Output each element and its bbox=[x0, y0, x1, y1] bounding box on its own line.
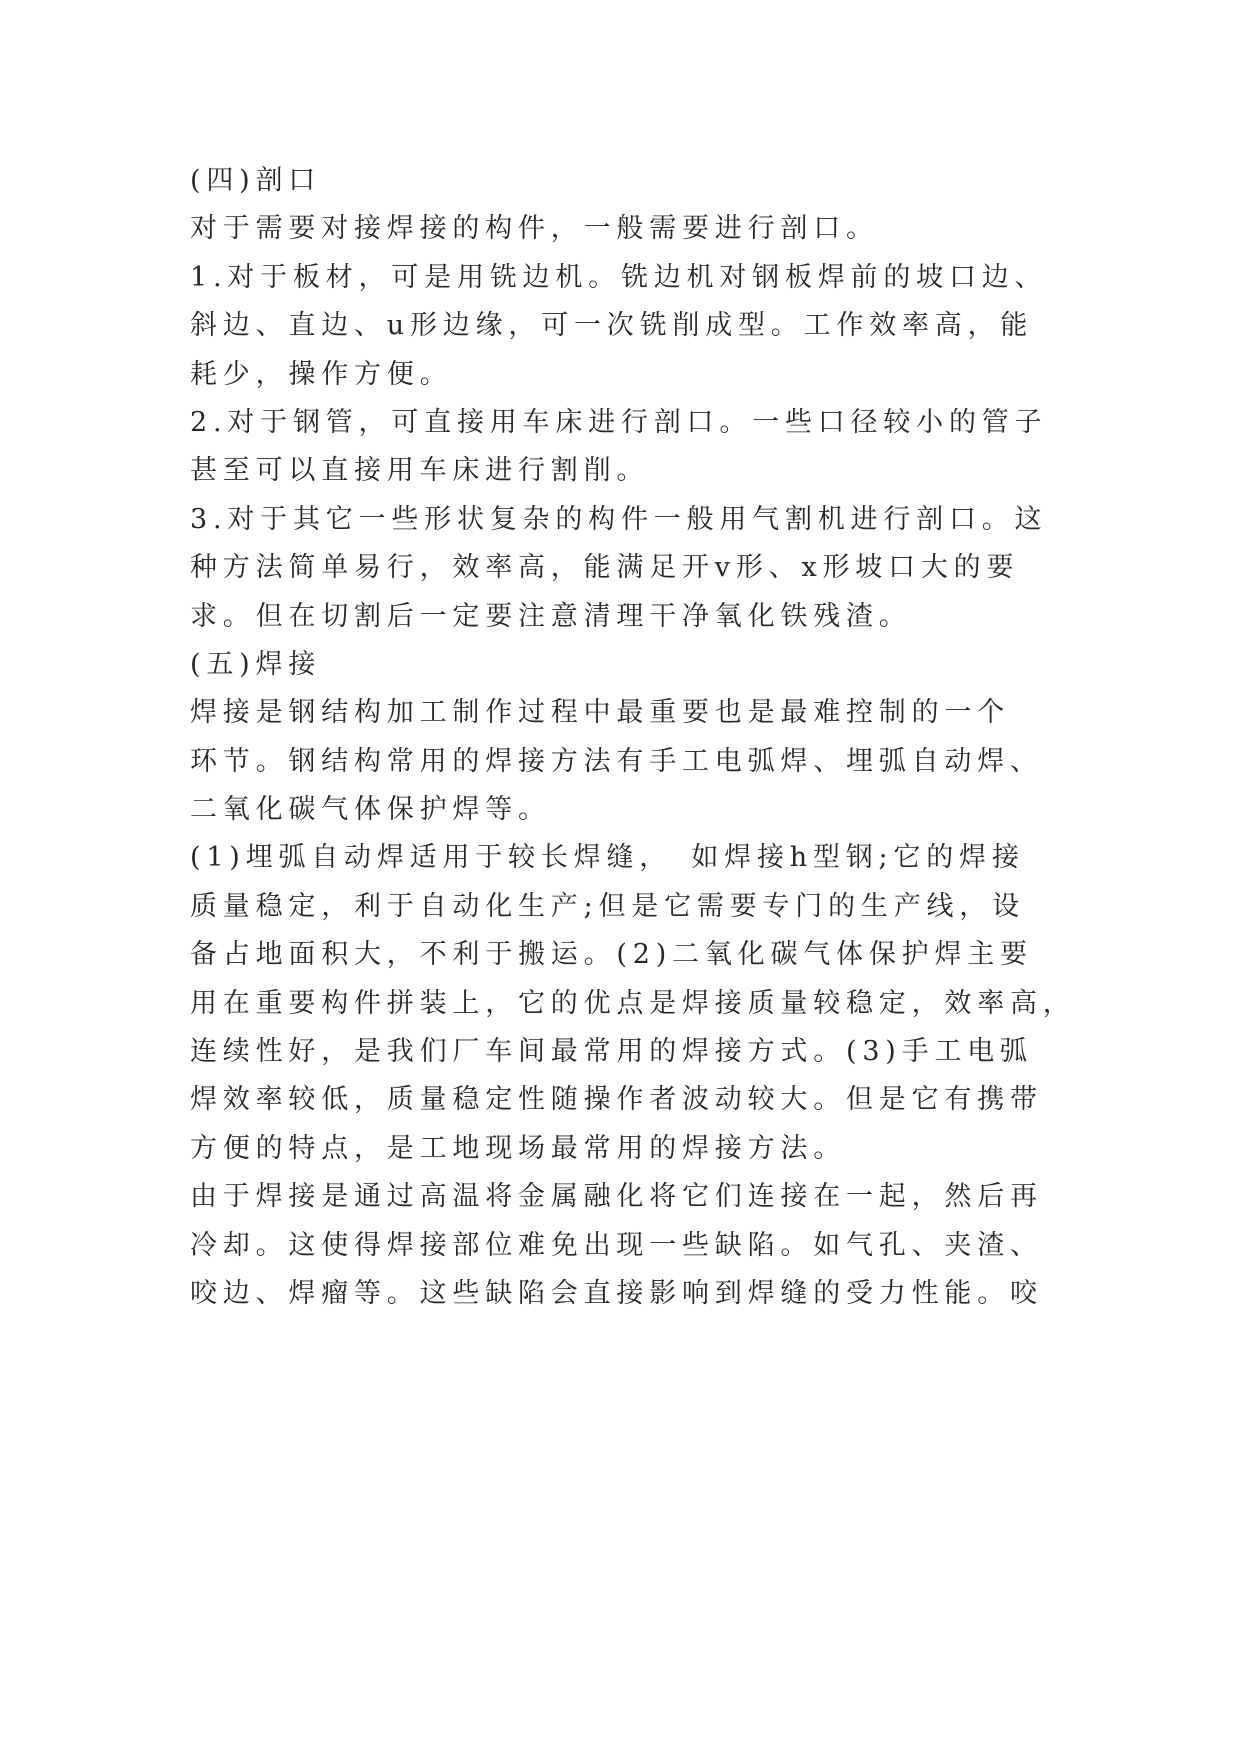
text-line: 焊效率较低，质量稳定性随操作者波动较大。但是它有携带 bbox=[190, 1084, 1043, 1116]
text-line: 用在重要构件拼装上，它的优点是焊接质量较稳定，效率高， bbox=[190, 987, 1076, 1019]
text-line: 冷却。这使得焊接部位难免出现一些缺陷。如气孔、夹渣、 bbox=[190, 1229, 1043, 1261]
text-line: 斜边、直边、u形边缘，可一次铣削成型。工作效率高，能 bbox=[190, 310, 1034, 342]
text-line: 方便的特点，是工地现场最常用的焊接方法。 bbox=[190, 1132, 846, 1164]
text-line: 求。但在切割后一定要注意清理干净氧化铁残渣。 bbox=[190, 600, 912, 632]
text-line: 1.对于板材，可是用铣边机。铣边机对钢板焊前的坡口边、 bbox=[190, 261, 1048, 293]
text-line: 备占地面积大，不利于搬运。(2)二氧化碳气体保护焊主要 bbox=[190, 939, 1033, 971]
text-line: 2.对于钢管，可直接用车床进行剖口。一些口径较小的管子 bbox=[190, 406, 1048, 438]
text-line: 咬边、焊瘤等。这些缺陷会直接影响到焊缝的受力性能。咬 bbox=[190, 1277, 1043, 1309]
text-line: 对于需要对接焊接的构件，一般需要进行剖口。 bbox=[190, 213, 879, 245]
document-body bbox=[190, 157, 1090, 1318]
text-line: 耗少，操作方便。 bbox=[190, 358, 453, 390]
text-line: (1)埋弧自动焊适用于较长焊缝， 如焊接h型钢;它的焊接 bbox=[190, 842, 1025, 874]
text-line: 环节。钢结构常用的焊接方法有手工电弧焊、埋弧自动焊、 bbox=[190, 745, 1043, 777]
section-heading-welding: (五)焊接 bbox=[190, 648, 322, 680]
section-heading-bevel: (四)剖口 bbox=[190, 165, 322, 196]
text-line: 由于焊接是通过高温将金属融化将它们连接在一起，然后再 bbox=[190, 1181, 1043, 1213]
text-line: 二氧化碳气体保护焊等。 bbox=[190, 794, 551, 826]
text-line: 甚至可以直接用车床进行割削。 bbox=[190, 455, 650, 487]
text-line: 3.对于其它一些形状复杂的构件一般用气割机进行剖口。这 bbox=[190, 503, 1048, 535]
text-line: 质量稳定，利于自动化生产;但是它需要专门的生产线，设 bbox=[190, 890, 1025, 922]
text-line: 连续性好，是我们厂车间最常用的焊接方式。(3)手工电弧 bbox=[190, 1036, 1033, 1068]
text-line: 种方法简单易行，效率高，能满足开v形、x形坡口大的要 bbox=[190, 552, 1020, 584]
text-line: 焊接是钢结构加工制作过程中最重要也是最难控制的一个 bbox=[190, 697, 1010, 729]
